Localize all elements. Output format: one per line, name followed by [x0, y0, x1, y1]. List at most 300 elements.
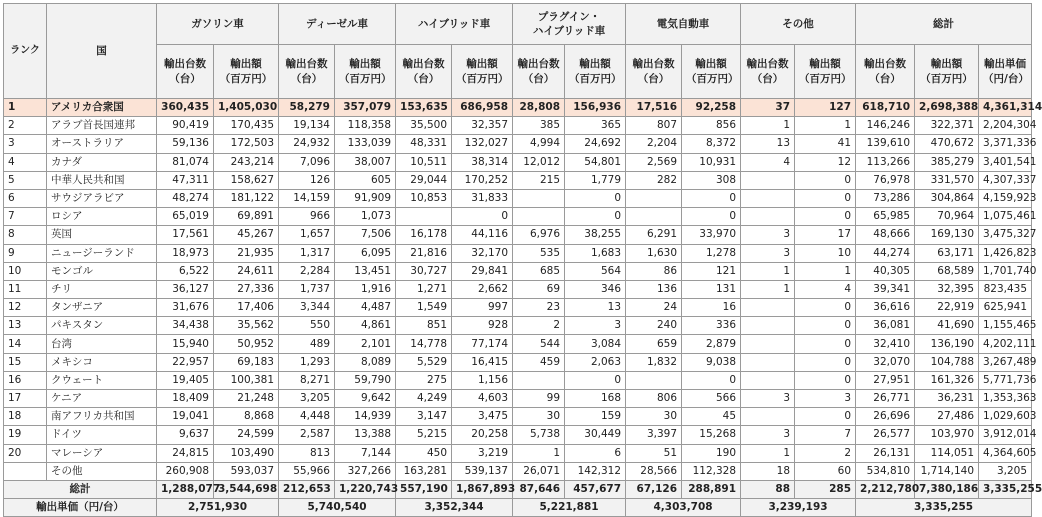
value-cell: 1,916 [335, 280, 396, 298]
value-cell: 6,095 [335, 244, 396, 262]
value-cell: 3,147 [396, 408, 452, 426]
value-subheader: 輸出額 （百万円） [335, 45, 396, 99]
value-cell [626, 189, 682, 207]
value-cell: 27,486 [915, 408, 979, 426]
value-cell: 103,970 [915, 426, 979, 444]
value-cell: 9,038 [682, 353, 741, 371]
value-cell: 58,279 [279, 99, 335, 117]
value-cell: 8,372 [682, 135, 741, 153]
value-cell: 13 [565, 299, 626, 317]
value-cell: 2,063 [565, 353, 626, 371]
value-cell: 489 [279, 335, 335, 353]
value-cell: 161,326 [915, 371, 979, 389]
value-cell: 50,952 [214, 335, 279, 353]
value-cell: 34,438 [157, 317, 214, 335]
value-cell: 966 [279, 208, 335, 226]
value-cell: 38,314 [452, 153, 513, 171]
value-cell: 1,426,823 [979, 244, 1032, 262]
value-cell: 385,279 [915, 153, 979, 171]
total-value-cell: 285 [795, 480, 856, 498]
value-cell: 104,788 [915, 353, 979, 371]
value-cell: 1,271 [396, 280, 452, 298]
value-cell: 1,737 [279, 280, 335, 298]
value-cell [513, 371, 565, 389]
value-cell: 3 [795, 390, 856, 408]
value-cell: 19,405 [157, 371, 214, 389]
value-cell: 27,336 [214, 280, 279, 298]
value-cell: 14,939 [335, 408, 396, 426]
value-cell: 14,159 [279, 189, 335, 207]
value-subheader: 輸出額 （百万円） [565, 45, 626, 99]
value-cell: 625,941 [979, 299, 1032, 317]
value-cell: 4,487 [335, 299, 396, 317]
unit-price-cell: 3,335,255 [856, 499, 1032, 517]
value-cell [741, 299, 795, 317]
value-cell: 54,801 [565, 153, 626, 171]
table-row [4, 299, 1032, 317]
value-cell: 2,204,304 [979, 117, 1032, 135]
value-cell: 36,231 [915, 390, 979, 408]
value-cell: 39,341 [856, 280, 915, 298]
value-cell: 1,075,461 [979, 208, 1032, 226]
value-cell: 17 [795, 226, 856, 244]
value-cell: 190 [682, 444, 741, 462]
country-cell: クウェート [47, 371, 157, 389]
value-cell: 3,267,489 [979, 353, 1032, 371]
value-cell: 0 [565, 189, 626, 207]
value-cell: 35,500 [396, 117, 452, 135]
value-cell: 73,286 [856, 189, 915, 207]
value-cell: 9,642 [335, 390, 396, 408]
value-cell: 24 [626, 299, 682, 317]
value-cell: 26,696 [856, 408, 915, 426]
value-cell: 26,577 [856, 426, 915, 444]
table-row [4, 262, 1032, 280]
value-cell: 0 [795, 189, 856, 207]
value-cell: 928 [452, 317, 513, 335]
value-cell: 48,331 [396, 135, 452, 153]
value-cell: 5,771,736 [979, 371, 1032, 389]
country-cell: モンゴル [47, 262, 157, 280]
total-value-cell: 1,867,893 [452, 480, 513, 498]
value-cell: 32,395 [915, 280, 979, 298]
value-cell: 1,701,740 [979, 262, 1032, 280]
value-cell: 4,249 [396, 390, 452, 408]
value-cell: 15,940 [157, 335, 214, 353]
value-cell: 81,074 [157, 153, 214, 171]
value-cell: 275 [396, 371, 452, 389]
value-cell: 18,409 [157, 390, 214, 408]
value-cell: 16 [682, 299, 741, 317]
value-cell: 65,985 [856, 208, 915, 226]
value-cell: 331,570 [915, 171, 979, 189]
value-cell: 8,868 [214, 408, 279, 426]
rank-cell: 12 [4, 299, 47, 317]
value-cell: 17,516 [626, 99, 682, 117]
table-row [4, 208, 1032, 226]
rank-cell: 19 [4, 426, 47, 444]
rank-cell: 1 [4, 99, 47, 117]
value-cell: 2,879 [682, 335, 741, 353]
value-cell: 2,587 [279, 426, 335, 444]
unit-price-cell: 3,352,344 [396, 499, 513, 517]
country-cell: オーストラリア [47, 135, 157, 153]
table-row [4, 117, 1032, 135]
value-cell: 48,274 [157, 189, 214, 207]
value-cell: 170,435 [214, 117, 279, 135]
value-cell: 2 [795, 444, 856, 462]
value-cell: 1,630 [626, 244, 682, 262]
value-cell [741, 371, 795, 389]
rank-cell: 5 [4, 171, 47, 189]
value-cell: 215 [513, 171, 565, 189]
value-cell: 36,616 [856, 299, 915, 317]
group-header: ディーゼル車 [279, 4, 396, 45]
country-cell: ニュージーランド [47, 244, 157, 262]
value-cell: 240 [626, 317, 682, 335]
value-cell: 8,089 [335, 353, 396, 371]
value-cell: 77,174 [452, 335, 513, 353]
value-cell: 91,909 [335, 189, 396, 207]
value-cell: 260,908 [157, 462, 214, 480]
value-cell: 16,415 [452, 353, 513, 371]
value-cell: 156,936 [565, 99, 626, 117]
value-cell: 2,204 [626, 135, 682, 153]
value-cell: 4,861 [335, 317, 396, 335]
value-cell: 8,271 [279, 371, 335, 389]
value-cell: 13,388 [335, 426, 396, 444]
rank-cell: 16 [4, 371, 47, 389]
value-cell: 1,714,140 [915, 462, 979, 480]
group-header: その他 [741, 4, 856, 45]
country-cell: その他 [47, 462, 157, 480]
value-cell: 24,932 [279, 135, 335, 153]
country-cell: 英国 [47, 226, 157, 244]
value-subheader: 輸出額 （百万円） [795, 45, 856, 99]
table-row [4, 189, 1032, 207]
value-cell: 0 [795, 317, 856, 335]
table-row [4, 462, 1032, 480]
value-cell: 86 [626, 262, 682, 280]
value-cell: 5,738 [513, 426, 565, 444]
value-cell: 3 [741, 226, 795, 244]
value-cell: 4 [795, 280, 856, 298]
units-subheader: 輸出台数 （台） [157, 45, 214, 99]
value-cell: 121 [682, 262, 741, 280]
total-value-cell: 457,677 [565, 480, 626, 498]
value-cell: 459 [513, 353, 565, 371]
export-table [3, 3, 1042, 517]
country-cell: パキスタン [47, 317, 157, 335]
value-cell: 0 [795, 371, 856, 389]
value-cell: 4,364,605 [979, 444, 1032, 462]
value-cell: 0 [682, 189, 741, 207]
value-cell: 4,361,314 [979, 99, 1032, 117]
value-cell: 48,666 [856, 226, 915, 244]
value-cell: 685 [513, 262, 565, 280]
value-cell: 59,790 [335, 371, 396, 389]
value-cell: 3,371,336 [979, 135, 1032, 153]
value-cell: 2,284 [279, 262, 335, 280]
value-cell: 47,311 [157, 171, 214, 189]
value-cell: 170,252 [452, 171, 513, 189]
country-cell: サウジアラビア [47, 189, 157, 207]
table-row [4, 444, 1032, 462]
value-cell: 51 [626, 444, 682, 462]
value-cell: 1,293 [279, 353, 335, 371]
value-cell: 3 [741, 244, 795, 262]
value-cell: 0 [795, 408, 856, 426]
value-cell: 76,978 [856, 171, 915, 189]
value-cell: 10 [795, 244, 856, 262]
value-cell: 68,589 [915, 262, 979, 280]
rank-cell: 11 [4, 280, 47, 298]
value-cell: 26,071 [513, 462, 565, 480]
value-cell: 38,007 [335, 153, 396, 171]
country-cell: アメリカ合衆国 [47, 99, 157, 117]
value-cell: 6,291 [626, 226, 682, 244]
value-cell: 282 [626, 171, 682, 189]
value-cell: 0 [795, 171, 856, 189]
country-cell: チリ [47, 280, 157, 298]
value-cell: 0 [795, 335, 856, 353]
value-cell: 3,219 [452, 444, 513, 462]
rank-cell: 18 [4, 408, 47, 426]
value-cell [513, 189, 565, 207]
total-value-cell: 3,335,255 [979, 480, 1032, 498]
value-cell: 19,041 [157, 408, 214, 426]
value-cell: 2,698,388 [915, 99, 979, 117]
value-cell [741, 408, 795, 426]
value-cell: 686,958 [452, 99, 513, 117]
value-cell: 5,529 [396, 353, 452, 371]
country-cell: 中華人民共和国 [47, 171, 157, 189]
table-row [4, 371, 1032, 389]
value-cell: 41,690 [915, 317, 979, 335]
value-cell: 114,051 [915, 444, 979, 462]
value-cell: 24,599 [214, 426, 279, 444]
value-cell: 36,081 [856, 317, 915, 335]
table-row [4, 153, 1032, 171]
value-cell: 605 [335, 171, 396, 189]
value-cell: 1,683 [565, 244, 626, 262]
value-cell: 322,371 [915, 117, 979, 135]
value-cell: 28,566 [626, 462, 682, 480]
value-cell: 22,957 [157, 353, 214, 371]
value-cell [396, 208, 452, 226]
value-cell: 69 [513, 280, 565, 298]
value-cell: 1,029,603 [979, 408, 1032, 426]
value-cell: 6 [565, 444, 626, 462]
value-cell: 17,561 [157, 226, 214, 244]
total-value-cell: 1,288,077 [157, 480, 214, 498]
value-cell: 169,130 [915, 226, 979, 244]
value-cell: 163,281 [396, 462, 452, 480]
rank-cell: 7 [4, 208, 47, 226]
value-cell: 3,205 [979, 462, 1032, 480]
value-cell: 118,358 [335, 117, 396, 135]
value-cell: 470,672 [915, 135, 979, 153]
value-cell: 133,039 [335, 135, 396, 153]
table-row [4, 317, 1032, 335]
value-cell: 1 [741, 280, 795, 298]
value-cell: 131 [682, 280, 741, 298]
value-cell: 346 [565, 280, 626, 298]
value-cell: 18 [741, 462, 795, 480]
value-cell: 15,268 [682, 426, 741, 444]
value-cell: 69,183 [214, 353, 279, 371]
value-cell: 3,205 [279, 390, 335, 408]
value-cell: 24,611 [214, 262, 279, 280]
group-header: 総計 [856, 4, 1032, 45]
country-cell: タンザニア [47, 299, 157, 317]
value-cell: 0 [682, 208, 741, 226]
value-cell: 103,490 [214, 444, 279, 462]
value-cell: 3,912,014 [979, 426, 1032, 444]
total-value-cell: 67,126 [626, 480, 682, 498]
value-cell [626, 371, 682, 389]
table-row [4, 280, 1032, 298]
value-cell: 127 [795, 99, 856, 117]
value-cell: 1,156 [452, 371, 513, 389]
value-cell: 37 [741, 99, 795, 117]
group-header: プラグイン・ ハイブリッド車 [513, 4, 626, 45]
total-value-cell: 212,653 [279, 480, 335, 498]
value-cell: 3 [741, 426, 795, 444]
value-cell [513, 208, 565, 226]
value-cell: 3 [565, 317, 626, 335]
value-cell: 17,406 [214, 299, 279, 317]
group-header: ハイブリッド車 [396, 4, 513, 45]
rank-cell: 15 [4, 353, 47, 371]
value-cell: 3,084 [565, 335, 626, 353]
value-cell: 0 [565, 208, 626, 226]
value-cell: 12,012 [513, 153, 565, 171]
rank-cell: 9 [4, 244, 47, 262]
rank-cell: 8 [4, 226, 47, 244]
value-cell: 21,248 [214, 390, 279, 408]
value-cell: 12 [795, 153, 856, 171]
value-cell: 19,134 [279, 117, 335, 135]
value-cell: 10,931 [682, 153, 741, 171]
country-cell: カナダ [47, 153, 157, 171]
value-cell: 2,101 [335, 335, 396, 353]
value-cell: 65,019 [157, 208, 214, 226]
value-cell: 618,710 [856, 99, 915, 117]
value-cell: 40,305 [856, 262, 915, 280]
table-row [4, 353, 1032, 371]
units-subheader: 輸出台数 （台） [741, 45, 795, 99]
value-cell: 69,891 [214, 208, 279, 226]
country-cell: ケニア [47, 390, 157, 408]
country-cell: メキシコ [47, 353, 157, 371]
table-row [4, 226, 1032, 244]
value-cell: 33,970 [682, 226, 741, 244]
value-cell: 3,475,327 [979, 226, 1032, 244]
value-cell: 1 [795, 262, 856, 280]
value-cell: 112,328 [682, 462, 741, 480]
value-cell: 823,435 [979, 280, 1032, 298]
table-row [4, 99, 1032, 117]
value-cell: 24,815 [157, 444, 214, 462]
value-cell: 0 [682, 371, 741, 389]
value-cell: 1,155,465 [979, 317, 1032, 335]
value-cell: 63,171 [915, 244, 979, 262]
value-cell: 26,771 [856, 390, 915, 408]
country-header: 国 [47, 4, 157, 99]
value-cell: 6,522 [157, 262, 214, 280]
value-cell: 357,079 [335, 99, 396, 117]
table-row [4, 390, 1032, 408]
value-cell: 9,637 [157, 426, 214, 444]
value-cell: 32,070 [856, 353, 915, 371]
value-cell: 18,973 [157, 244, 214, 262]
value-cell: 0 [795, 208, 856, 226]
value-cell: 29,841 [452, 262, 513, 280]
value-cell: 32,170 [452, 244, 513, 262]
unit-price-row [4, 499, 1032, 517]
value-cell: 3 [741, 390, 795, 408]
value-cell: 327,266 [335, 462, 396, 480]
value-cell: 450 [396, 444, 452, 462]
value-cell: 13 [741, 135, 795, 153]
total-value-cell: 1,220,743 [335, 480, 396, 498]
country-cell: ロシア [47, 208, 157, 226]
table-row [4, 408, 1032, 426]
value-cell: 813 [279, 444, 335, 462]
value-cell: 535 [513, 244, 565, 262]
value-cell: 132,027 [452, 135, 513, 153]
total-value-cell: 2,212,780 [856, 480, 915, 498]
value-cell: 20,258 [452, 426, 513, 444]
value-cell: 1,779 [565, 171, 626, 189]
value-cell: 159 [565, 408, 626, 426]
value-cell: 90,419 [157, 117, 214, 135]
value-cell: 5,215 [396, 426, 452, 444]
value-cell: 30,727 [396, 262, 452, 280]
value-cell: 566 [682, 390, 741, 408]
rank-header: ランク [4, 4, 47, 99]
value-cell: 534,810 [856, 462, 915, 480]
value-cell: 0 [795, 353, 856, 371]
value-cell: 7,506 [335, 226, 396, 244]
value-cell: 593,037 [214, 462, 279, 480]
value-cell: 1,278 [682, 244, 741, 262]
value-cell: 158,627 [214, 171, 279, 189]
rank-cell: 4 [4, 153, 47, 171]
value-cell: 4,448 [279, 408, 335, 426]
value-cell: 55,966 [279, 462, 335, 480]
value-cell: 2,569 [626, 153, 682, 171]
country-cell: マレーシア [47, 444, 157, 462]
value-subheader: 輸出額 （百万円） [915, 45, 979, 99]
value-cell: 16,178 [396, 226, 452, 244]
units-subheader: 輸出台数 （台） [856, 45, 915, 99]
value-cell: 0 [795, 299, 856, 317]
country-cell: アラブ首長国連邦 [47, 117, 157, 135]
value-cell: 360,435 [157, 99, 214, 117]
value-cell: 24,692 [565, 135, 626, 153]
value-subheader: 輸出額 （百万円） [214, 45, 279, 99]
value-cell: 21,935 [214, 244, 279, 262]
value-cell: 30 [626, 408, 682, 426]
value-cell: 27,951 [856, 371, 915, 389]
value-cell: 45,267 [214, 226, 279, 244]
value-cell: 336 [682, 317, 741, 335]
value-cell: 23 [513, 299, 565, 317]
value-cell: 153,635 [396, 99, 452, 117]
rank-cell: 20 [4, 444, 47, 462]
